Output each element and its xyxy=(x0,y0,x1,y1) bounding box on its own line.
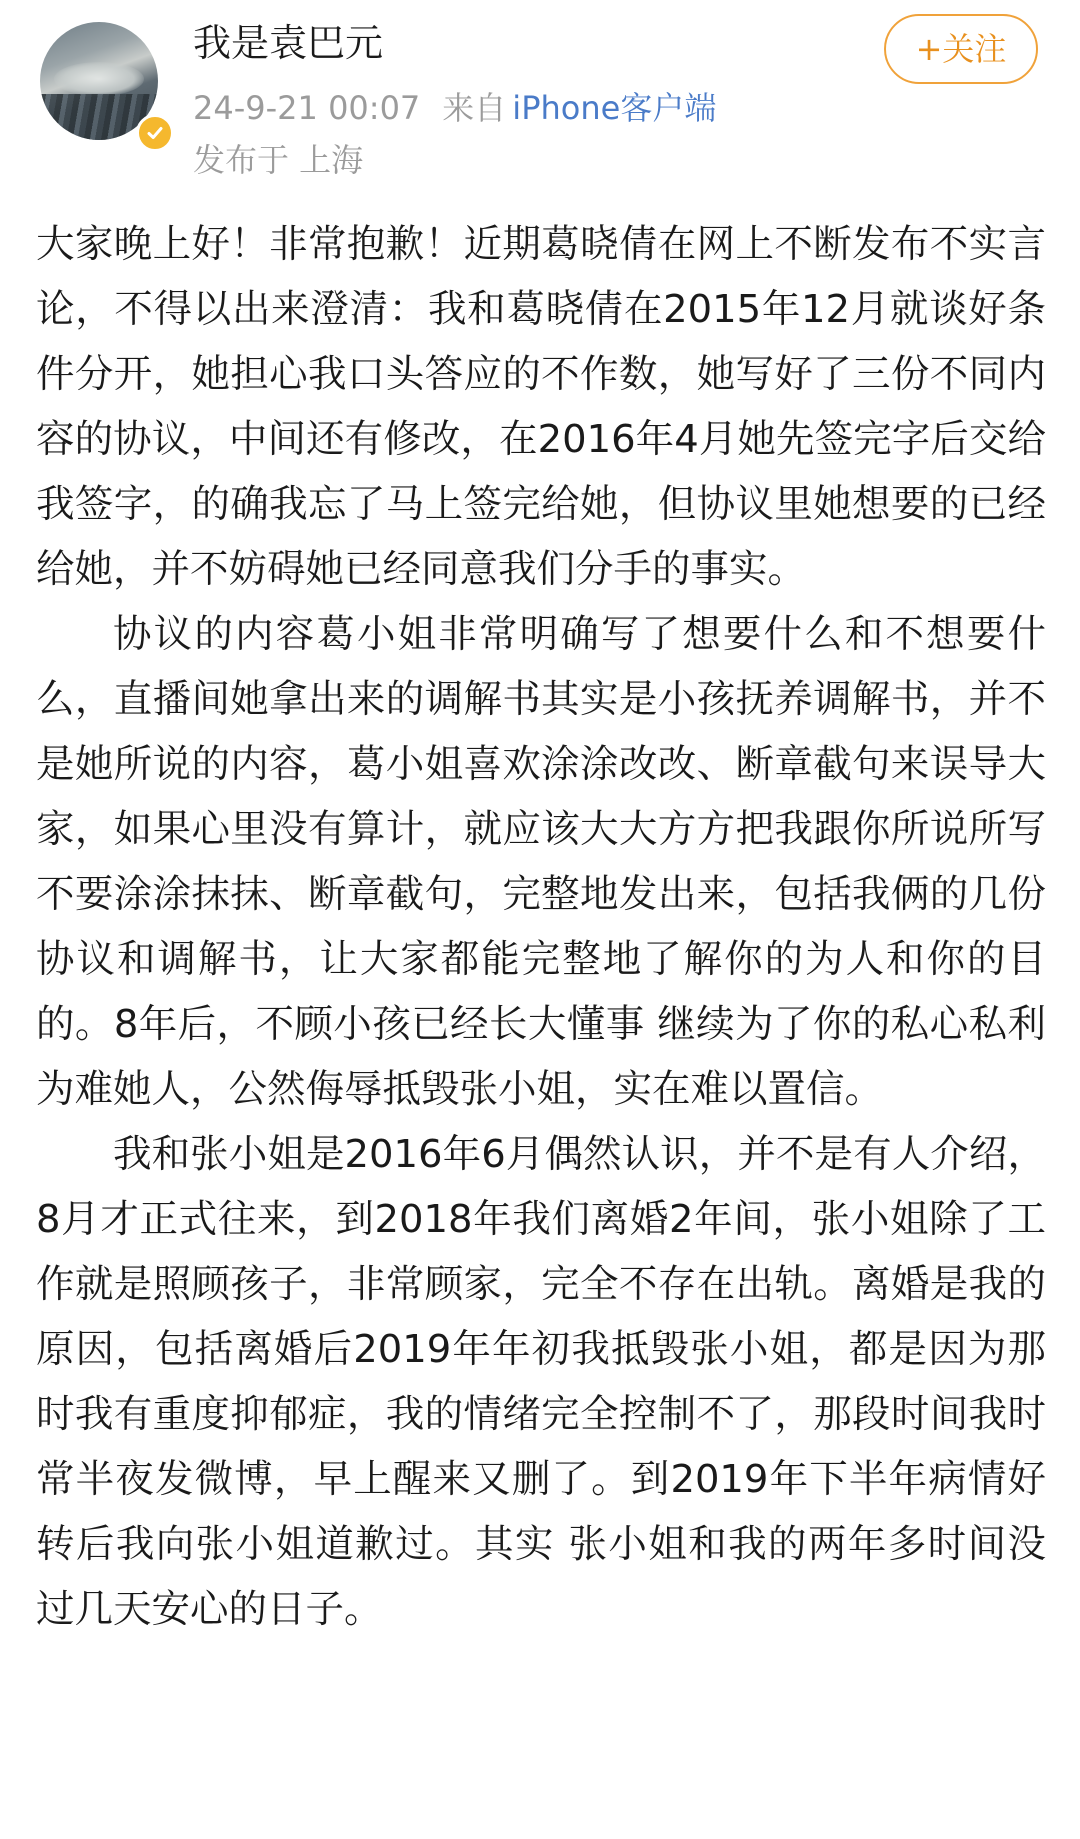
avatar[interactable] xyxy=(40,22,158,140)
source-prefix: 来自 xyxy=(442,89,507,127)
post-content xyxy=(36,212,1046,1642)
checkmark-icon xyxy=(146,124,164,142)
post-header xyxy=(0,0,1080,180)
post-paragraph-3: 我和张小姐是2016年6月偶然认识，并不是有人介绍，8月才正式往来，到2018年我们离婚2年间，张小姐除了工作就是照顾孩子，非常顾家，完全不存在出轨。离婚是我的原因，包括离婚后2019年年初我抵毁张小姐，都是因为那时我有重度抑郁症，我的情绪完全控制不了，那段时间我时常半夜发微博，早上醒来又删了。到2019年下半年病情好转后我向张小姐道歉过。其实 张小姐和我的两年多时间没过几天安心的日子。 xyxy=(36,1132,1046,1632)
source-client-link[interactable]: iPhone客户端 xyxy=(512,89,717,127)
author-name[interactable]: 我是袁巴元 xyxy=(193,21,384,65)
verified-badge-icon xyxy=(136,114,174,152)
post-paragraph-2: 协议的内容葛小姐非常明确写了想要什么和不想要什么，直播间她拿出来的调解书其实是小孩抚养调解书，并不是她所说的内容，葛小姐喜欢涂涂改改、断章截句来误导大家，如果心里没有算计，就应该大大方方把我跟你所说所写不要涂涂抹抹、断章截句，完整地发出来，包括我俩的几份协议和调解书，让大家都能完整地了解你的为人和你的目的。8年后，不顾小孩已经长大懂事 继续为了你的私心私利为难她人，公然侮辱抵毁张小姐，实在难以置信。 xyxy=(36,612,1046,1112)
follow-button[interactable]: +关注 xyxy=(884,14,1038,84)
post-paragraph-1: 大家晚上好！非常抱歉！近期葛晓倩在网上不断发布不实言论，不得以出来澄清：我和葛晓倩在2015年12月就谈好条件分开，她担心我口头答应的不作数，她写好了三份不同内容的协议，中间还有修改，在2016年4月她先签完字后交给我签字，的确我忘了马上签完给她，但协议里她想要的已经给她，并不妨碍她已经同意我们分手的事实。 xyxy=(36,222,1046,592)
post-location: 发布于 上海 xyxy=(193,141,364,179)
post-timestamp: 24-9-21 00:07 xyxy=(193,89,421,127)
post-meta xyxy=(193,88,716,128)
